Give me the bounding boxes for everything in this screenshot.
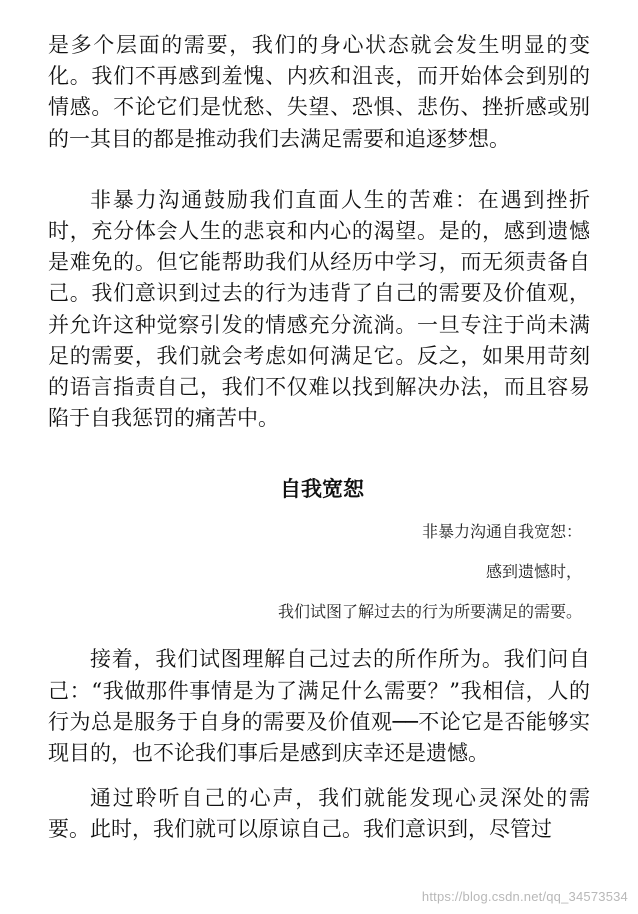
paragraph-gap	[48, 769, 590, 783]
watermark: https://blog.csdn.net/qq_34573534	[421, 889, 628, 904]
section-gap	[48, 434, 590, 474]
paragraph-facing-hardship: 非暴力沟通鼓励我们直面人生的苦难：在遇到挫折时，充分体会人生的悲哀和内心的渴望。是的，感到遗憾是难免的。但它能帮助我们从经历中学习，而无须责备自己。我们意识到过去的行为违背了自己的需要及价值观，并允许这种觉察引发的情感充分流淌。一旦专注于尚未满足的需要，我们就会考虑如何满足它。反之，如果用苛刻的语言指责自己，我们不仅难以找到解决办法，而且容易陷于自我惩罚的痛苦中。	[48, 187, 590, 431]
paragraph-self-understanding: 接着，我们试图理解自己过去的所作所为。我们问自己：“我做那件事情是为了满足什么需要？”我相信，人的行为总是服务于自身的需要及价值观──不论它是否能够实现目的，也不论我们事后是感到庆幸还是遗憾。	[48, 647, 590, 766]
paragraph-listening-inner-voice: 通过聆听自己的心声，我们就能发现心灵深处的需要。此时，我们就可以原谅自己。我们意识到，尽管过	[48, 786, 590, 842]
quote-end-gap	[48, 622, 590, 644]
document-page	[48, 30, 590, 846]
heading-gap	[48, 504, 590, 522]
paragraph-gap	[48, 155, 590, 185]
section-title: 自我宽恕	[280, 476, 364, 502]
quote-line-2: 感到遗憾时，	[485, 562, 582, 582]
quote-gap	[48, 542, 590, 562]
quote-line-1: 非暴力沟通自我宽恕：	[421, 522, 582, 542]
quote-gap	[48, 582, 590, 602]
quote-line-3: 我们试图了解过去的行为所要满足的需要。	[277, 602, 582, 622]
paragraph-continuation: 是多个层面的需要，我们的身心状态就会发生明显的变化。我们不再感到羞愧、内疚和沮丧，而开始体会到别的情感。不论它们是忧愁、失望、恐惧、悲伤、挫折感或别的一其目的都是推动我们去满足需要和追逐梦想。	[48, 33, 590, 151]
